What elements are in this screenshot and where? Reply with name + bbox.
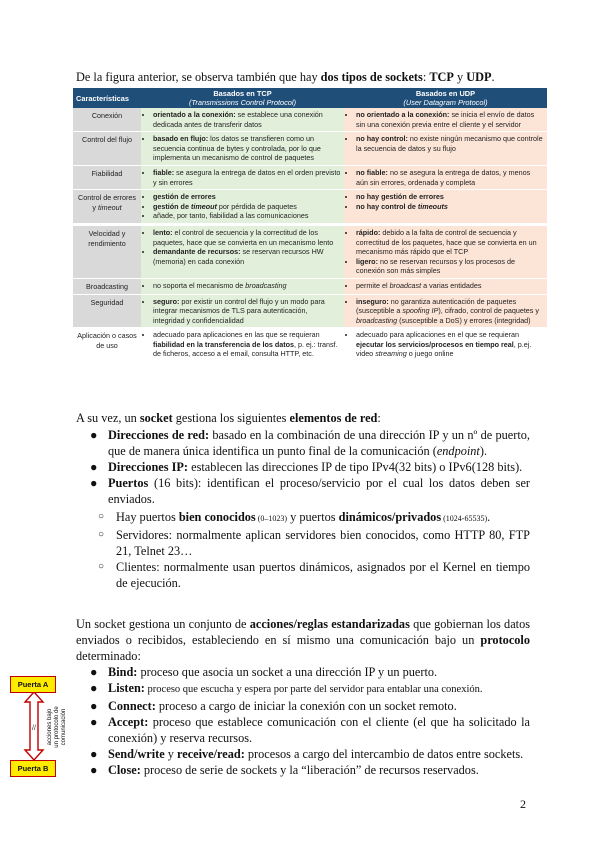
cell-italic: spoofing IP <box>402 306 439 316</box>
udp-cell <box>344 224 547 278</box>
table-row <box>73 294 547 328</box>
cell-list <box>347 330 544 359</box>
udp-cell <box>344 165 547 189</box>
item-italic: endpoint <box>436 444 480 458</box>
socket-para-bold: elementos de red <box>289 411 378 425</box>
udp-cell <box>344 190 547 225</box>
cell-bold: no hay control: <box>356 134 408 144</box>
actions-para-text: determinado: <box>76 649 141 663</box>
cell-list <box>144 281 341 291</box>
door-a-box: Puerta A <box>10 676 56 693</box>
circle-bullet-icon: ○ <box>98 511 105 522</box>
caption-line: comunicación <box>61 708 67 746</box>
feature-cell: Broadcasting <box>73 278 141 294</box>
page-number: 2 <box>520 797 526 811</box>
intro-bold: dos tipos de sockets <box>320 70 423 84</box>
list-item <box>76 762 530 778</box>
cell-italic: broadcasting <box>245 280 287 290</box>
intro-colon: : <box>422 70 430 84</box>
cell-list-item: • adecuado para aplicaciones en el que se requieran ejecutar los servicios/procesos en tiempo real, p.ej. video streaming o juego online <box>356 330 544 359</box>
list-item <box>76 680 530 698</box>
item-text: Hay puertos <box>116 510 179 524</box>
cell-list-item: • lento: el control de secuencia y la correctitud de los paquetes, hace que se convierta en un mecanismo lento <box>153 228 341 247</box>
socket-actions-list <box>76 664 530 778</box>
cell-list-item: • gestión de timeout por pérdida de paquetes <box>153 202 341 212</box>
cell-bold: inseguro: <box>356 296 389 306</box>
feature-cell: Aplicación o casos de uso <box>73 328 141 362</box>
cell-list-item: • no orientado a la conexión: se inicia el envío de datos sin una conexión previa entre el cliente y el servidor <box>356 110 544 129</box>
cell-list-item: • seguro: por existir un control del flujo y un modo para integrar mecanismos de TLS para autenticación, integridad y confidencialidad <box>153 297 341 326</box>
cell-bold: no hay control de timeouts <box>356 201 448 211</box>
bullet-icon: ● <box>90 747 98 761</box>
udp-cell <box>344 328 547 362</box>
item-text: ). <box>479 444 488 458</box>
feature-cell: Seguridad <box>73 294 141 328</box>
tcp-cell <box>141 328 344 362</box>
cell-list <box>347 228 544 276</box>
item-range: (1024-65535) <box>441 514 488 523</box>
list-item <box>76 559 530 591</box>
feature-cell: Conexión <box>73 108 141 132</box>
item-bold: dinámicos/privados <box>338 510 442 524</box>
table-row <box>73 278 547 294</box>
cell-list <box>144 297 341 326</box>
cell-list-item <box>153 192 341 202</box>
bullet-icon: ● <box>90 665 98 679</box>
udp-cell <box>344 278 547 294</box>
intro-line <box>76 70 495 85</box>
cell-bold: gestión de errores <box>153 192 216 202</box>
cell-list-item: • basado en flujo: los datos se transfieren como un secuencia continua de bytes y controlada, por lo que implementa un mecanismo de control de paquetes <box>153 134 341 163</box>
actions-para-text: que gobiernan los datos enviados o recibidos, estableciendo en sí mismo una comunicación bajo un <box>76 617 531 647</box>
cell-bold: ejecutar los servicios/procesos en tiempo real <box>356 339 514 349</box>
caption-line: acciones bajo <box>47 708 53 746</box>
tcp-cell <box>141 165 344 189</box>
cell-list-item: • inseguro: no garantiza autenticación de paquetes (susceptible a spoofing IP), cifrado, control de paquetes y broadcasting (susceptible a DoS) y errores (integridad) <box>356 297 544 326</box>
item-text: (16 bits): identifican el proceso/servicio por el cual los datos deben ser enviados. <box>108 476 530 506</box>
table-row <box>73 108 547 132</box>
intro-udp: UDP <box>466 70 492 84</box>
udp-cell <box>344 294 547 328</box>
cell-list-item: • no fiable: no se asegura la entrega de datos, y menos aún sin errores, ordenada y completa <box>356 168 544 187</box>
item-text: y <box>164 747 177 761</box>
cell-italic: broadcasting <box>356 315 398 325</box>
cell-list <box>144 192 341 221</box>
list-item <box>76 698 530 714</box>
circle-bullet-icon: ○ <box>98 529 105 540</box>
feature-cell: Control de errores y timeout <box>73 190 141 225</box>
cell-list <box>347 110 544 129</box>
item-bold: Listen: <box>108 681 145 695</box>
cell-list-item: • rápido: debido a la falta de control de secuencia y correctitud de los paquetes, hace que se convierta en un mecanismo más rápido que el TCP <box>356 228 544 257</box>
double-arrow-icon <box>22 692 46 760</box>
item-bold: Close: <box>108 763 141 777</box>
table-row <box>73 224 547 278</box>
header-tcp-title: Basados en TCP <box>213 89 272 98</box>
item-bold: Accept: <box>108 715 149 729</box>
header-tcp <box>141 88 344 108</box>
bullet-icon: ● <box>90 699 98 713</box>
cell-list-item: • demandante de recursos: se reservan recursos HW (memoria) en cada conexión <box>153 247 341 266</box>
cell-list-item <box>356 192 544 202</box>
cell-bold: fiable: <box>153 167 175 177</box>
item-text: proceso que establece comunicación con el cliente (el que ha solicitado la conexión) y reserva recursos. <box>108 715 530 745</box>
cell-list <box>144 330 341 359</box>
item-bold: bien conocidos <box>178 510 256 524</box>
tcp-cell <box>141 294 344 328</box>
cell-bold: seguro: <box>153 296 180 306</box>
intro-and: y <box>453 70 467 84</box>
cell-bold: orientado a la conexión: <box>153 110 236 119</box>
caption-line: un protocolo de <box>54 706 60 748</box>
bullet-icon: ● <box>90 460 98 474</box>
tcp-cell <box>141 278 344 294</box>
item-text: procesos a cargo del intercambio de datos entre sockets. <box>244 747 524 761</box>
item-bold: Connect: <box>108 699 156 713</box>
tcp-cell <box>141 190 344 225</box>
table-row <box>73 165 547 189</box>
table-row <box>73 132 547 166</box>
door-b-box: Puerta B <box>10 760 56 777</box>
item-bold: Direcciones de red: <box>108 428 210 442</box>
item-text: proceso que escucha y espera por parte del servidor para entablar una conexión. <box>144 684 483 695</box>
feature-cell: Velocidad y rendimiento <box>73 224 141 278</box>
cell-list <box>144 168 341 187</box>
socket-para-text: : <box>377 411 381 425</box>
tcp-cell <box>141 224 344 278</box>
cell-bold: gestión de timeout <box>153 201 217 211</box>
intro-tcp: TCP <box>429 70 454 84</box>
network-elements-list <box>76 427 530 591</box>
item-bold: Bind: <box>108 665 138 679</box>
cell-bold: no fiable: <box>356 167 388 177</box>
bullet-icon: ● <box>90 428 98 442</box>
item-text: establecen las direcciones IP de tipo IPv4(32 bits) o IPv6(128 bits). <box>188 460 523 474</box>
cell-bold: no hay gestión de errores <box>356 192 444 202</box>
intro-text: De la figura anterior, se observa también que hay <box>76 70 321 84</box>
socket-para-text: A su vez, un <box>76 411 140 425</box>
cell-bold: basado en flujo: <box>153 134 209 144</box>
cell-list-item: • adecuado para aplicaciones en las que se requieran fiabilidad en la transferencia de los datos, p. ej.: transf. de ficheros, acceso a el email, consulta HTTP, etc. <box>153 330 341 359</box>
table-row <box>73 190 547 225</box>
header-udp-subtitle: (User Datagram Protocol) <box>403 98 488 107</box>
cell-list-item: • añade, por tanto, fiabilidad a las comunicaciones <box>153 211 341 221</box>
cell-bold: fiabilidad en la transferencia de los datos <box>153 339 294 349</box>
cell-italic: timeout <box>98 202 122 212</box>
cell-italic: streaming <box>375 349 407 359</box>
header-udp-title: Basados en UDP <box>415 89 476 98</box>
cell-bold: demandante de recursos: <box>153 247 241 257</box>
item-bold: Puertos <box>108 476 149 490</box>
circle-bullet-icon: ○ <box>98 561 105 572</box>
list-item <box>76 714 530 746</box>
list-item <box>76 427 530 459</box>
item-text: proceso de serie de sockets y la “liberación” de recursos reservados. <box>140 763 479 777</box>
bullet-icon: ● <box>90 681 98 695</box>
actions-paragraph <box>76 616 530 664</box>
tcp-cell <box>141 108 344 132</box>
cell-list <box>347 134 544 153</box>
cell-bold: ligero: <box>356 256 378 266</box>
list-item <box>76 664 530 680</box>
item-text: y puertos <box>287 510 339 524</box>
cell-list <box>347 192 544 211</box>
socket-para-text: gestiona los siguientes <box>172 411 290 425</box>
socket-elements-paragraph <box>76 410 381 426</box>
cell-list <box>144 228 341 266</box>
cell-list-item: • ligero: no se reservan recursos y los procesos de conexión son más simples <box>356 257 544 276</box>
cell-list-item: • no hay control: no existe ningún mecanismo que controle la secuencia de datos y su flujo <box>356 134 544 153</box>
feature-cell: Control del flujo <box>73 132 141 166</box>
table-row <box>73 328 547 362</box>
item-bold: Send/write <box>108 747 165 761</box>
item-text: Servidores: normalmente aplican servidores bien conocidos, como HTTP 80, FTP 21, Telnet 23… <box>116 528 530 558</box>
header-udp <box>344 88 547 108</box>
item-text: basado en la combinación de una dirección IP y un nº de puerto, que de manera única identifica un punto final de la comunicación ( <box>108 428 530 458</box>
cell-list <box>347 297 544 326</box>
list-item <box>76 509 530 527</box>
cell-italic: broadcast <box>389 280 422 290</box>
bullet-icon: ● <box>90 763 98 777</box>
actions-para-text: Un socket gestiona un conjunto de <box>76 617 250 631</box>
item-text: Clientes: normalmente usan puertos dinámicos, asignados por el Kernel en tiempo de ejecución. <box>116 560 530 590</box>
item-range: (0–1023) <box>255 514 288 523</box>
ports-sublist <box>76 509 530 591</box>
cell-italic: timeouts <box>417 201 448 211</box>
cell-list <box>144 110 341 129</box>
udp-cell <box>344 132 547 166</box>
cell-bold: rápido: <box>356 227 381 237</box>
list-item <box>76 475 530 591</box>
cell-list <box>347 281 544 291</box>
header-tcp-subtitle: (Transmissions Control Protocol) <box>188 98 297 107</box>
cell-list <box>347 168 544 187</box>
feature-cell: Fiabilidad <box>73 165 141 189</box>
socket-para-bold: socket <box>139 411 173 425</box>
cell-list-item: • permite el broadcast a varias entidades <box>356 281 544 291</box>
udp-cell <box>344 108 547 132</box>
item-text: proceso que asocia un socket a una dirección IP y un puerto. <box>137 665 438 679</box>
cell-list-item: • no soporta el mecanismo de broadcasting <box>153 281 341 291</box>
item-bold: Direcciones IP: <box>108 460 189 474</box>
cell-italic: timeout <box>190 201 217 211</box>
diagram-caption <box>47 692 68 762</box>
cell-list-item: • orientado a la conexión: se establece una conexión dedicada antes de transferir datos <box>153 110 341 129</box>
list-item <box>76 746 530 762</box>
intro-end: . <box>491 70 495 84</box>
comparison-table <box>73 88 547 362</box>
bullet-icon: ● <box>90 715 98 729</box>
actions-para-bold: acciones/reglas estandarizadas <box>249 617 410 631</box>
list-item <box>76 459 530 475</box>
item-text: . <box>487 510 491 524</box>
table-header-row <box>73 88 547 108</box>
cell-bold: lento: <box>153 227 173 237</box>
cell-bold: no orientado a la conexión: <box>356 110 450 119</box>
svg-text://: // <box>32 725 36 732</box>
tcp-cell <box>141 132 344 166</box>
item-text: proceso a cargo de iniciar la conexión con un socket remoto. <box>155 699 457 713</box>
cell-list <box>144 134 341 163</box>
actions-para-bold: protocolo <box>480 633 530 647</box>
cell-list-item: • fiable: se asegura la entrega de datos en el orden previsto y sin errores <box>153 168 341 187</box>
list-item <box>76 527 530 559</box>
cell-list-item <box>356 202 544 212</box>
item-bold: receive/read: <box>177 747 245 761</box>
header-characteristics: Características <box>73 88 141 108</box>
bullet-icon: ● <box>90 476 98 490</box>
